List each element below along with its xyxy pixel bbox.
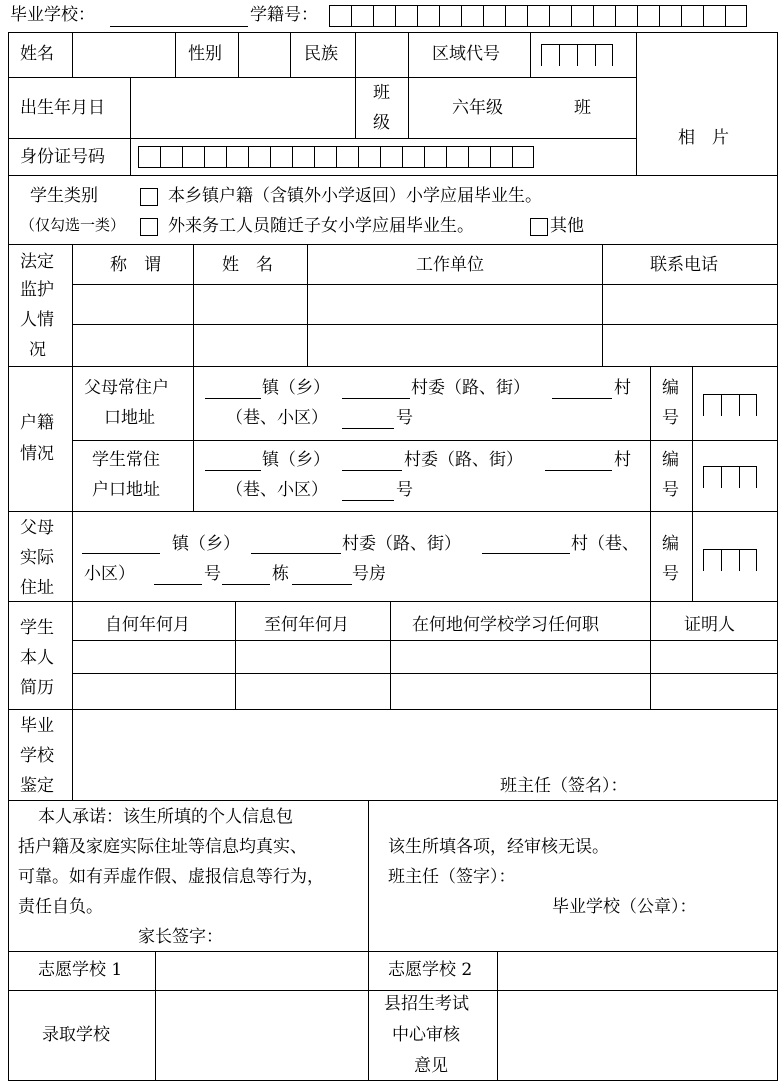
student-lane-text: （巷、小区） (226, 480, 328, 500)
student-address-label-1: 学生常住 (92, 450, 160, 470)
actual-code-1: 编 (662, 534, 679, 554)
student-code-2: 号 (662, 480, 679, 500)
actual-code-2: 号 (662, 564, 679, 584)
graduate-school-blank[interactable] (110, 26, 248, 27)
appraisal-side-3: 鉴定 (20, 776, 54, 796)
birth-date-label: 出生年月日 (20, 98, 105, 118)
actual-village-blank[interactable] (251, 553, 341, 554)
student-hao-text: 号 (396, 480, 413, 500)
grade-text: 六年级 (452, 98, 503, 118)
guardian-side-3: 人情 (20, 310, 54, 330)
student-cun-blank[interactable] (545, 470, 612, 471)
guardian-header-phone: 联系电话 (650, 255, 718, 275)
parents-town-blank[interactable] (205, 398, 261, 399)
student-type-label: 学生类别 (30, 186, 98, 206)
promise-line-4: 责任自负。 (18, 897, 103, 917)
type-local-text: 本乡镇户籍（含镇外小学返回）小学应届毕业生。 (168, 186, 542, 206)
resume-header-from: 自何年何月 (105, 615, 190, 635)
region-code-boxes[interactable] (541, 44, 613, 66)
type-local-checkbox[interactable] (140, 188, 158, 206)
appraisal-teacher-sign: 班主任（签名）： (500, 776, 628, 796)
name-label: 姓名 (20, 44, 54, 64)
actual-cun-text: 村（巷、 (571, 534, 639, 554)
student-type-note: （仅勾选一类） (20, 216, 126, 234)
student-code-1: 编 (662, 450, 679, 470)
admission-school-label: 录取学校 (42, 1025, 110, 1045)
type-other-checkbox[interactable] (530, 218, 548, 236)
choice-school-1-label: 志愿学校 1 (38, 960, 123, 980)
id-number-label: 身份证号码 (20, 147, 105, 167)
parents-lane-text: （巷、小区） (226, 408, 328, 428)
guardian-side-4: 况 (29, 340, 46, 360)
student-town-text: 镇（乡） (262, 450, 330, 470)
review-center-1: 县招生考试 (384, 994, 469, 1014)
parents-code-2: 号 (662, 408, 679, 428)
guardian-header-work: 工作单位 (416, 255, 484, 275)
photo-placeholder[interactable]: 相 片 (678, 128, 729, 148)
actual-side-3: 住址 (20, 578, 54, 598)
guardian-side-1: 法定 (20, 252, 54, 272)
parents-village-text: 村委（路、街） (411, 378, 530, 398)
class-label-1: 班 (373, 83, 390, 103)
appraisal-side-2: 学校 (20, 746, 54, 766)
actual-room-text: 号房 (352, 564, 386, 584)
resume-side-3: 简历 (20, 678, 54, 698)
promise-line-2: 括户籍及家庭实际住址等信息均真实、 (18, 837, 307, 857)
type-migrant-text: 外来务工人员随迁子女小学应届毕业生。 (168, 216, 474, 236)
resume-header-to: 至何年何月 (264, 615, 349, 635)
actual-side-1: 父母 (20, 518, 54, 538)
promise-line-1: 本人承诺：该生所填的个人信息包 (38, 807, 293, 827)
parents-cun-blank[interactable] (552, 398, 612, 399)
promise-line-3: 可靠。如有弄虚作假、虚报信息等行为， (18, 867, 324, 887)
student-village-blank[interactable] (342, 470, 402, 471)
ethnicity-label: 民族 (304, 44, 338, 64)
review-teacher-sign: 班主任（签字）： (388, 867, 516, 887)
student-id-boxes[interactable] (329, 5, 747, 27)
parents-code-1: 编 (662, 378, 679, 398)
id-number-boxes[interactable] (138, 146, 534, 168)
student-village-text: 村委（路、街） (404, 450, 523, 470)
household-side-1: 户籍 (20, 413, 54, 433)
review-center-2: 中心审核 (392, 1025, 460, 1045)
resume-header-witness: 证明人 (684, 615, 735, 635)
actual-town-text: 镇（乡） (172, 534, 240, 554)
type-other-text: 其他 (550, 216, 584, 236)
guardian-header-name: 姓 名 (222, 255, 273, 275)
parents-town-text: 镇（乡） (262, 378, 330, 398)
parents-address-label-1: 父母常住户 (84, 378, 169, 398)
actual-code-boxes[interactable] (703, 549, 757, 571)
actual-cun-blank[interactable] (482, 553, 570, 554)
parent-sign-label: 家长签字： (138, 927, 223, 947)
actual-hao-text: 号 (204, 564, 221, 584)
class-label-2: 级 (373, 113, 390, 133)
choice-school-2-label: 志愿学校 2 (388, 960, 473, 980)
student-code-boxes[interactable] (703, 466, 757, 488)
actual-dong-blank[interactable] (222, 584, 270, 585)
appraisal-side-1: 毕业 (20, 716, 54, 736)
review-text: 该生所填各项，经审核无误。 (388, 837, 609, 857)
parents-address-label-2: 口地址 (104, 408, 155, 428)
resume-side-1: 学生 (20, 618, 54, 638)
household-side-2: 情况 (20, 444, 54, 464)
parents-village-blank[interactable] (342, 398, 410, 399)
actual-dong-text: 栋 (272, 564, 289, 584)
guardian-header-relation: 称 谓 (110, 255, 161, 275)
school-seal-label: 毕业学校（公章）： (552, 897, 697, 917)
actual-village-text: 村委（路、街） (342, 534, 461, 554)
resume-side-2: 本人 (20, 648, 54, 668)
student-cun-text: 村 (614, 450, 631, 470)
actual-room-blank[interactable] (292, 584, 352, 585)
graduate-school-label: 毕业学校： (10, 5, 95, 25)
parents-hao-blank[interactable] (342, 428, 394, 429)
student-town-blank[interactable] (205, 470, 261, 471)
parents-code-boxes[interactable] (703, 394, 757, 416)
student-address-label-2: 户口地址 (92, 480, 160, 500)
region-code-label: 区域代号 (432, 44, 500, 64)
actual-town-blank[interactable] (82, 553, 160, 554)
parents-hao-text: 号 (396, 408, 413, 428)
parents-cun-text: 村 (614, 378, 631, 398)
actual-hao-blank[interactable] (154, 584, 202, 585)
actual-lane-text: 小区） (84, 564, 135, 584)
resume-header-school: 在何地何学校学习任何职 (412, 615, 599, 635)
class-suffix: 班 (574, 98, 591, 118)
type-migrant-checkbox[interactable] (140, 218, 158, 236)
actual-side-2: 实际 (20, 548, 54, 568)
guardian-side-2: 监护 (20, 280, 54, 300)
student-id-label: 学籍号： (250, 5, 318, 25)
student-hao-blank[interactable] (342, 500, 394, 501)
review-center-3: 意见 (414, 1056, 448, 1076)
gender-label: 性别 (188, 44, 222, 64)
